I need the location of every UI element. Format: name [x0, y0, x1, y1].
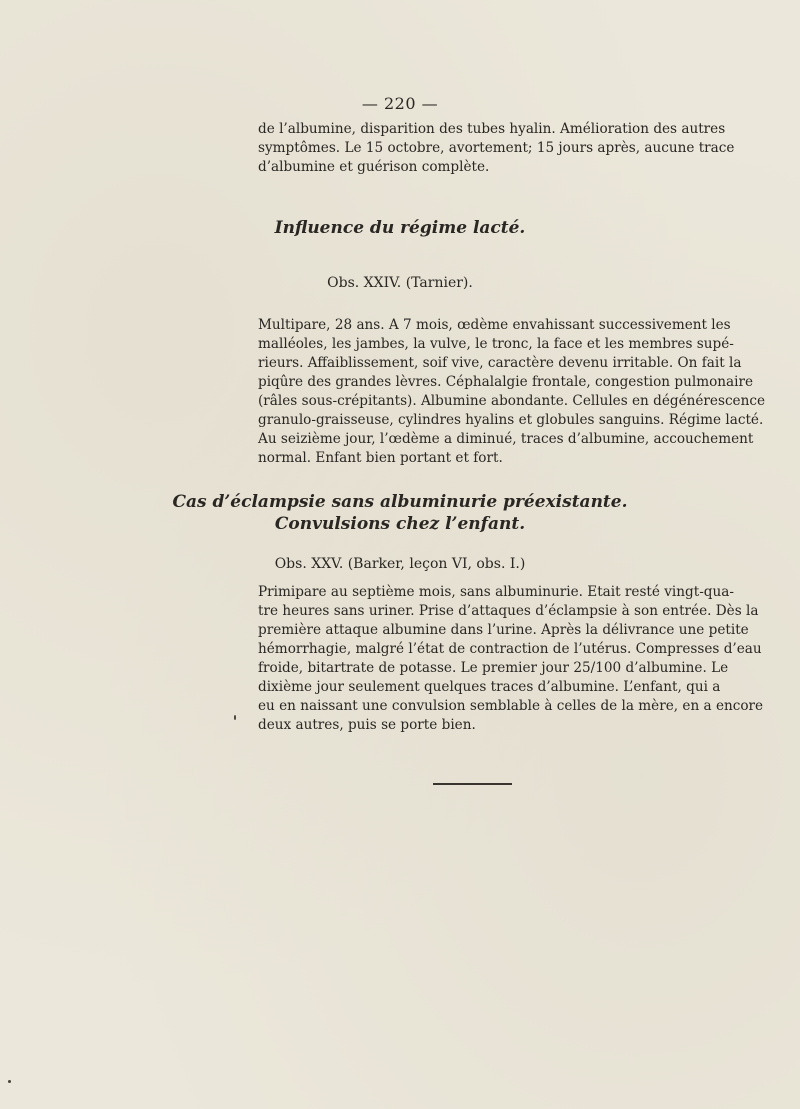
section-heading-eclampsie: Cas d’éclampsie sans albuminurie préexistante.: [172, 492, 628, 512]
observation-xxiv-paragraph: [258, 316, 766, 468]
text-line: (râles sous-crépitants). Albumine abondante. Cellules en dégénérescence: [258, 393, 766, 409]
text-line: tre heures sans uriner. Prise d’attaques d’éclampsie à son entrée. Dès la: [258, 603, 759, 619]
observation-title-text: Obs. XXIV. (Tarnier).: [327, 275, 473, 291]
text-line: froide, bitartrate de potasse. Le premier jour 25/100 d’albumine. Le: [258, 660, 729, 676]
page-number: — 220 —: [361, 94, 439, 113]
text-line: symptômes. Le 15 octobre, avortement; 15 jours après, aucune trace: [258, 140, 735, 156]
text-line: eu en naissant une convulsion semblable à celles de la mère, en a encore: [258, 698, 764, 714]
text-line: rieurs. Affaiblissement, soif vive, caractère devenu irritable. On fait la: [258, 355, 742, 371]
paper-speck: [8, 1080, 11, 1083]
text-line: de l’albumine, disparition des tubes hyalin. Amélioration des autres: [258, 121, 726, 137]
text-line: normal. Enfant bien portant et fort.: [258, 450, 503, 466]
text-line: Primipare au septième mois, sans albuminurie. Etait resté vingt-qua-: [258, 584, 734, 600]
text-line: granulo-graisseuse, cylindres hyalins et globules sanguins. Régime lacté.: [258, 412, 764, 428]
text-line: dixième jour seulement quelques traces d’albumine. L’enfant, qui a: [258, 679, 721, 695]
section-end-rule: [433, 783, 512, 785]
text-line: deux autres, puis se porte bien.: [258, 717, 476, 733]
text-line: Au seizième jour, l’œdème a diminué, traces d’albumine, accouchement: [258, 431, 754, 447]
paper-speck: [234, 715, 236, 720]
section-heading-regime-lacte: Influence du régime lacté.: [274, 218, 526, 238]
observation-xxv-paragraph: [258, 583, 764, 735]
observation-title-xxiv: [0, 275, 800, 291]
observation-title-xxv: [0, 556, 800, 572]
section-subheading-convulsions: Convulsions chez l’enfant.: [274, 514, 526, 534]
text-line: première attaque albumine dans l’urine. Après la délivrance une petite: [258, 622, 749, 638]
text-line: piqûre des grandes lèvres. Céphalalgie frontale, congestion pulmonaire: [258, 374, 754, 390]
text-line: malléoles, les jambes, la vulve, le tronc, la face et les membres supé-: [258, 336, 734, 352]
observation-title-text: Obs. XXV. (Barker, leçon VI, obs. I.): [274, 556, 526, 572]
text-line: hémorrhagie, malgré l’état de contraction de l’utérus. Compresses d’eau: [258, 641, 762, 657]
intro-paragraph: [258, 120, 735, 177]
text-line: Multipare, 28 ans. A 7 mois, œdème envahissant successivement les: [258, 317, 731, 333]
text-line: d’albumine et guérison complète.: [258, 159, 490, 175]
